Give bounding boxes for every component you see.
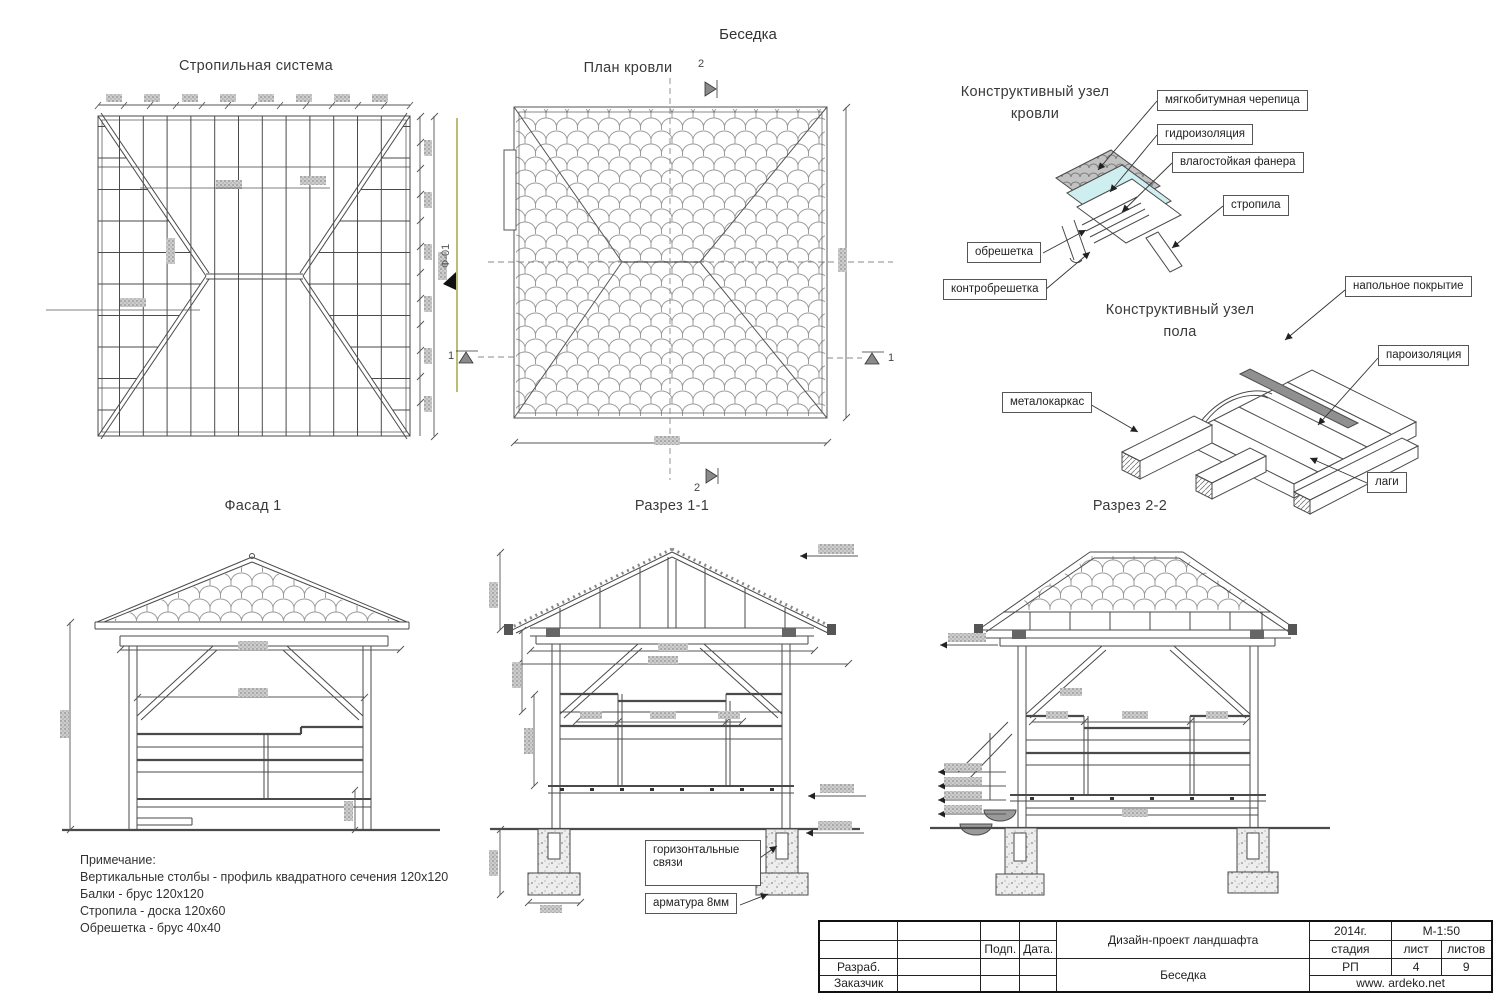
note-line: Стропила - доска 120х60 xyxy=(80,904,226,918)
customer-label: Заказчик xyxy=(819,975,898,992)
callout-vapor-barrier: пароизоляция xyxy=(1378,345,1469,366)
title-block-cell xyxy=(1020,975,1057,992)
callout-floor-covering: напольное покрытие xyxy=(1345,276,1472,297)
callout-batten: обрешетка xyxy=(967,242,1041,263)
callout-joists: лаги xyxy=(1367,472,1407,493)
signature-label: Подп. xyxy=(981,940,1020,958)
title-block-cell xyxy=(981,975,1020,992)
sheets-total: 9 xyxy=(1441,958,1492,975)
roof-detail-title-line1: Конструктивный узел xyxy=(960,84,1110,100)
title-block-cell xyxy=(981,958,1020,975)
website: www. ardeko.net xyxy=(1310,975,1492,992)
rafter-plan-drawing xyxy=(46,94,447,440)
roof-plan-title: План кровли xyxy=(583,60,673,76)
section-2-title: Разрез 2-2 xyxy=(1092,498,1168,514)
title-block-cell xyxy=(898,975,981,992)
callout-moisture-resistant-plywood: влагостойкая фанера xyxy=(1172,152,1304,173)
stage-label: стадия xyxy=(1310,940,1392,958)
roof-detail-title-line2: кровли xyxy=(1010,106,1060,122)
section-marker-2-top: 2 xyxy=(698,58,705,70)
callout-rebar-8mm: арматура 8мм xyxy=(645,893,737,914)
facade-drawing xyxy=(60,554,440,834)
rafter-plan-title: Стропильная система xyxy=(178,58,334,74)
title-block-cell xyxy=(898,921,981,940)
roof-plan-drawing xyxy=(456,78,893,484)
callout-counter-batten: контробрешетка xyxy=(943,279,1047,300)
note-line: Обрешетка - брус 40х40 xyxy=(80,921,221,935)
date-label: Дата. xyxy=(1020,940,1057,958)
project-name: Дизайн-проект ландшафта xyxy=(1057,921,1310,958)
section-marker-1-right: 1 xyxy=(888,352,895,364)
page-title: Беседка xyxy=(719,26,777,43)
developer-label: Разраб. xyxy=(819,958,898,975)
note-line: Балки - брус 120х120 xyxy=(80,887,204,901)
scale-value: М-1:50 xyxy=(1391,921,1492,940)
sheet-label: лист xyxy=(1391,940,1441,958)
section-marker-2-bottom: 2 xyxy=(694,482,701,494)
section-1-title: Разрез 1-1 xyxy=(634,498,710,514)
callout-rafter: стропила xyxy=(1223,195,1289,216)
title-block-cell xyxy=(898,940,981,958)
sheet-number: 4 xyxy=(1391,958,1441,975)
year-value: 2014г. xyxy=(1310,921,1392,940)
facade-title: Фасад 1 xyxy=(224,498,282,514)
title-block-cell xyxy=(1020,958,1057,975)
stage-value: РП xyxy=(1310,958,1392,975)
sheets-label: листов xyxy=(1441,940,1492,958)
title-block-cell xyxy=(1020,921,1057,940)
title-block-cell xyxy=(819,940,898,958)
callout-horizontal-ties: горизонтальные связи xyxy=(645,840,761,886)
callout-soft-bitumen-tiles: мягкобитумная черепица xyxy=(1157,90,1308,111)
callout-metal-frame: металокаркас xyxy=(1002,392,1092,413)
floor-detail-title-line2: пола xyxy=(1163,324,1197,340)
title-block-cell xyxy=(981,921,1020,940)
section-2-drawing xyxy=(930,552,1330,895)
callout-waterproofing: гидроизоляция xyxy=(1157,124,1253,145)
title-block xyxy=(818,920,1493,993)
notes-block xyxy=(80,852,448,937)
note-line: Вертикальные столбы - профиль квадратного сечения 120х120 xyxy=(80,870,449,884)
floor-detail-title-line1: Конструктивный узел xyxy=(1105,302,1255,318)
title-block-cell xyxy=(898,958,981,975)
notes-title: Примечание: xyxy=(80,853,156,867)
section-marker-1-left: 1 xyxy=(448,350,455,362)
title-block-cell xyxy=(819,921,898,940)
object-name: Беседка xyxy=(1057,958,1310,992)
axis-f01-label: Ф-01 xyxy=(440,243,452,268)
